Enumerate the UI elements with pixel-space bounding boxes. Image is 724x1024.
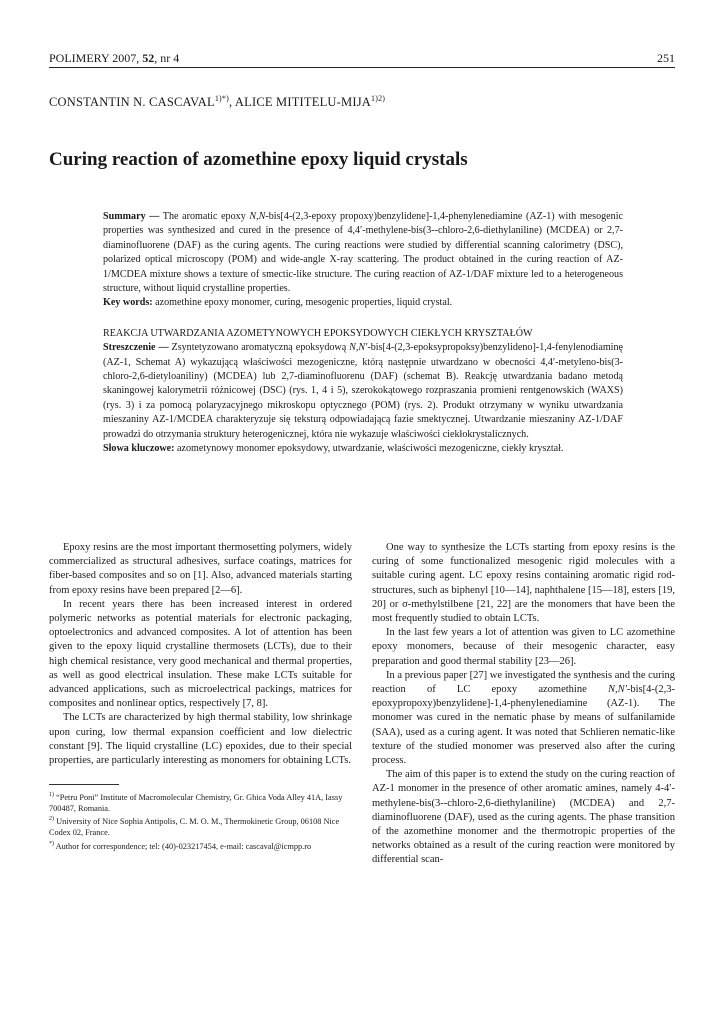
body-paragraph: The aim of this paper is to extend the study on the curing reaction of AZ-1 monomer in the presence of other aromatic amines, namely 4-4′-methylene-bis(3--chloro-2,6-diethylaniline) (MCDEA) and 2,7-diaminofluorene (DAF), used as the curing agents. The phase transition of the azomethine monomer and the thermotropic properties of the networks obtained as a result of the curing reaction were monitored by differential scan- xyxy=(372,769,675,866)
streszczenie-paragraph: Streszczenie — Zsyntetyzowano aromatyczną epoksydową N,N′-bis[4-(2,3-epoksypropoksy)benzylideno]-1,4-fenylenodiaminę (AZ-1, Schemat A) wykazującą właściwości mezogeniczne, którą następnie utwardzano w obecności 4,4′-metyleno-bis(3-chloro-2,6-dietyloaniliny) (MCDEA) lub 2,7-diaminofluorenu (DAF) (schemat B). Reakcję utwardzania badano metodą skaningowej kalorymetrii różnicowej (DSC) (rys. 1, 4 i 5), szerokokątowego rozpraszania promieni rentgenowskich (WAXS) (rys. 3) i za pomocą polaryzacyjnego mikroskopu optycznego (POM) (rys. 2). Produkt otrzymany w wyniku utwardzania mieszaniny AZ-1/MCDEA charakteryzuje się teksturą odpowiadającą fazie smektycznej. Utwardzanie mieszaniny AZ-1/DAF prowadzi do otrzymania struktury heterogenicznej, która nie wykazuje właściwości ciekłokrystalicznych. xyxy=(103,342,623,440)
header-rule xyxy=(49,67,675,68)
author-1-affiliation: 1)*) xyxy=(214,94,229,103)
body-paragraph: Epoxy resins are the most important thermosetting polymers, widely commercialized as structural adhesives, surface coatings, matrices for fiber-based composites and so on [1]. Also, advanced materials starting from epoxy resins have been prepared [2—6]. xyxy=(49,542,352,596)
footnote-3: *) Author for correspondence; tel: (40)-023217454, e-mail: cascaval@icmpp.ro xyxy=(49,840,312,851)
abstract-block xyxy=(103,210,623,457)
article-title: Curing reaction of azomethine epoxy liquid crystals xyxy=(49,149,468,170)
keywords-label: Key words: xyxy=(103,297,153,309)
page-number: 251 xyxy=(657,51,675,65)
summary-paragraph: Summary — The aromatic epoxy N,N-bis[4-(2,3-epoxy propoxy)benzylidene]-1,4-phenylenediamine (AZ-1) with mesogenic properties was synthesized and cured in the presence of 4,4′-methylene-bis(3--chloro-2,6-diethylaniline) (MCDEA) or 2,7-diaminofluorene (DAF) as the curing agents. The curing reactions were studied by differential scanning calorimetry (DSC), polarized optical microscopy (POM) and wide-angle X-ray scattering. The product obtained in the curing reaction of AZ-1/MCDEA mixture shows a texture of smectic-like structure. The curing reaction of AZ-1/DAF mixture led to a heterogeneous structure, without liquid crystalline properties. xyxy=(103,211,623,295)
polish-title: REAKCJA UTWARDZANIA AZOMETYNOWYCH EPOKSYDOWYCH CIEKŁYCH KRYSZTAŁÓW xyxy=(103,327,533,339)
body-columns xyxy=(49,541,675,868)
author-2-affiliation: 1)2) xyxy=(371,94,386,103)
footnote-2: $^{2)}$ University of Nice Sophia Antipolis, C. M. O. M., Thermokinetic Group, 06108 Nice Codex 02, France. xyxy=(49,816,340,838)
polish-keywords-paragraph: Słowa kluczowe: azometynowy monomer epoksydowy, utwardzanie, właściwości mezogeniczne, ciekły kryształ. xyxy=(103,443,564,455)
running-head xyxy=(49,50,675,66)
journal-volume: 52 xyxy=(142,51,155,65)
footnote-rule xyxy=(49,784,119,785)
polish-keywords-label: Słowa kluczowe: xyxy=(103,443,175,455)
body-paragraph: One way to synthesize the LCTs starting from epoxy resins is the curing of some functionalized mesogenic rigid molecules with a suitable curing agent. LC epoxy resins containing aromatic rigid rod-structures, such as biphenyl [10—14], naphthalene [15—18], esters [19, 20] or σ-methylstilbene [21, 22] are the monomers that have been the most frequently studied to obtain LCTs. xyxy=(372,542,675,625)
streszczenie-label: Streszczenie — xyxy=(103,342,169,354)
author-2: ALICE MITITELU-MIJA xyxy=(234,95,371,110)
body-paragraph: The LCTs are characterized by high thermal stability, low shrinkage upon curing, low thermal expansion coefficient and low dielectric constant [9]. The liquid crystalline (LC) epoxides, due to their special properties, are particularly interesting as monomers for obtaining LCTs. xyxy=(49,712,352,767)
keywords-paragraph: Key words: azomethine epoxy monomer, curing, mesogenic properties, liquid crystal. xyxy=(103,297,453,309)
body-paragraph: In a previous paper [27] we investigated the synthesis and the curing reaction of LC epoxy azomethine N,N′-bis[4-(2,3-epoxypropoxy)benzylidene]-1,4-phenylenediamine (AZ-1). The monomer was cured in the nematic phase by means of sulfanilamide (SAA), used as a curing agent. It was noted that Schlieren nematic-like texture of the studied monomer was preserved also after the curing process. xyxy=(372,669,675,767)
left-column xyxy=(49,541,352,868)
summary-label: Summary — xyxy=(103,211,160,222)
author-line: CONSTANTIN N. $CASCAVAL^{1)*)}$, ALICE MITITELU-$MIJA^{1)2)}$ xyxy=(49,94,386,110)
author-1: CONSTANTIN N. CASCAVAL xyxy=(49,95,215,110)
right-column xyxy=(372,541,675,868)
body-paragraph: In the last few years a lot of attention was given to LC azomethine epoxy monomers, because of their mesogenic character, easy preparation and good thermal stability [23—26]. xyxy=(372,627,675,667)
body-paragraph: In recent years there has been increased interest in ordered polymeric networks as potential materials for electronic packaging, optoelectronics and advanced composites. A lot of attention has been given to the epoxy liquid crystalline thermosets (LCTs), due to their high chemical resistance, very good mechanical and thermal properties, as well as good electrical insulation. These make LCTs suitable for advanced applications, such as microelectrical packings, matrices for composites and nonlinear optics, respectively [7, 8]. xyxy=(49,598,352,710)
footnote-1: $^{1)}$ “Petru Poni” Institute of Macromolecular Chemistry, Gr. Ghica Voda Alley 41A, Iassy 700487, Romania. xyxy=(49,792,343,814)
journal-citation: POLIMERY 2007, 52, nr 4 xyxy=(49,51,180,65)
footnotes xyxy=(49,790,352,851)
